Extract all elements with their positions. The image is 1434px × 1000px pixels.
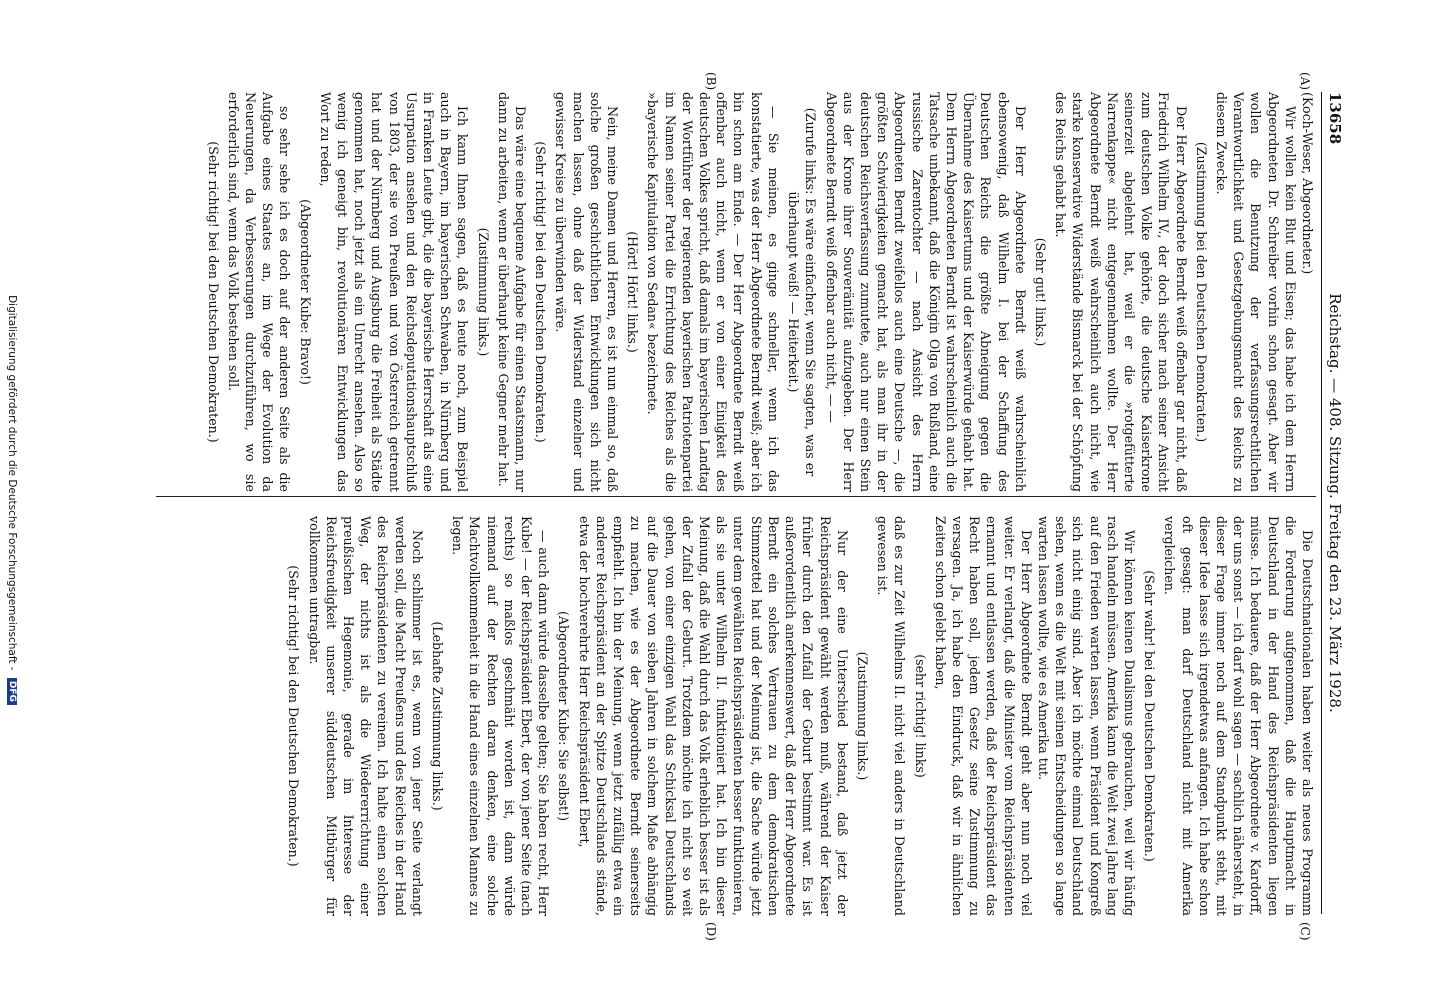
paragraph: Der Herr Abgeordnete Berndt weiß offenbar gar nicht, daß Friedrich Wilhelm IV., der doch sicher nach seiner Ansicht zum deutschen Volke gehörte, die deutsche Kaiserkrone seinerzeit abgelehnt hat, weil er die »rotgefütterte Narrenkappe« nicht entgegennehmen wollte. Der Herr Abgeordnete Berndt weiß wahrscheinlich auch nicht, wie starke konservative Widerstände Bismarck bei der Schöpfung des Reichs gehabt hat. bbox=[1053, 92, 1189, 492]
interjection: (Sehr richtig! bei den Deutschen Demokraten.) bbox=[286, 565, 302, 867]
interjection: (sehr richtig! links) bbox=[912, 654, 928, 778]
column-divider bbox=[156, 496, 1316, 497]
paragraph: so sehr sehe ich es doch auf der anderen Seite als die Aufgabe eines Staates an, im Wege der Evolution da Neuerungen, da Verbesserungen durchzuführen, wo sie erforderlich sind, wenn das Volk bestehen soll. bbox=[225, 92, 293, 492]
paragraph: Wir wollen kein Blut und Eisen; das habe ich dem Herrn Abgeordneten Dr. Schreiber vorhin schon gesagt. Aber wir wollen die Benutzung der verfassungsrechtlichen Verantwortlichkeit und Gesetzgebungsmacht des Reichs zu diesem Zwecke. bbox=[1213, 92, 1298, 492]
paragraph: Noch schlimmer ist es, wenn von jener Seite verlangt werden soll, die Macht Preußens und des Reiches in der Hand des Reichspräsidenten zu vereinen. Ich halte einen solchen Weg, der nichts ist als die Wiedererrichtung einer preußischen Hegemonie, gerade im Interesse der Reichsfreudigkeit unserer süddeutschen Mitbürger für vollkommen untragbar. bbox=[306, 516, 425, 916]
paragraph: Nein, meine Damen und Herren, es ist nun einmal so, daß solche großen geschichtlichen Entwicklungen sich nicht machen lassen, ohne daß der Widerstand einzelner und gewisser Kreise zu überwinden wäre. bbox=[553, 92, 621, 492]
page-number: 13658 bbox=[1326, 92, 1344, 145]
paragraph: — Sie meinen, es ginge schneller, wenn ich das konstatierte, was der Herr Abgeordnete Berndt weiß; aber ich bin schon am Ende. — Der Herr Abgeordnete Berndt weiß offenbar auch nicht, wenn er von einer Einigkeit des deutschen Volkes spricht, daß damals im bayerischen Landtag der Wortführer der regierenden bayerischen Patriotenpartei im Namen seiner Partei die Errichtung des Reiches als die »bayerische Kapitulation von Sedan« bezeichnete. bbox=[645, 92, 781, 492]
paragraph: Das wäre eine bequeme Aufgabe für einen Staatsmann, nur dann zu arbeiten, wenn er überhaupt keine Gegner mehr hat. bbox=[495, 92, 529, 492]
left-column bbox=[201, 92, 1316, 492]
running-title: Reichstag. — 408. Sitzung. Freitag den 23. März 1928. bbox=[1326, 293, 1344, 713]
interjection: (Sehr richtig! bei den Deutschen Demokraten.) bbox=[205, 141, 221, 443]
paragraph: Der Herr Abgeordnete Berndt weiß wahrscheinlich ebensowenig, daß Wilhelm I. bei der Schaffung des Deutschen Reichs die größte Abneigung gegen die Übernahme des Kaisertums und der Kaiserwürde gehabt hat. Dem Herrn Abgeordneten Berndt ist wahrscheinlich auch die Tatsache unbekannt, daß die Königin Olga von Rußland, eine russische Zarentochter — nach Ansicht des Herrn Abgeordneten Berndt zweifellos auch eine Deutsche —, die größten Schwierigkeiten gemacht hat, als man ihr in der deutschen Reichsverfassung zumutete, auch nur einen Stein aus der Krone ihrer Souveränität aufzugeben. Der Herr Abgeordnete Berndt weiß offenbar auch nicht, — — bbox=[823, 92, 1028, 492]
paragraph: daß es zur Zeit Wilhelms II. nicht viel anders in Deutschland gewesen ist. bbox=[875, 516, 908, 916]
paragraph: Der Herr Abgeordnete Berndt geht aber nun noch viel weiter. Er verlangt, daß die Minister vom Reichspräsidenten ernannt und entlassen werden, daß der Reichspräsident das Recht haben soll, jedem Gesetz seine Zustimmung zu versagen. Ja, ich habe den Eindruck, daß wir in ähnlichen Zeiten schon gelebt haben, bbox=[932, 516, 1034, 916]
right-column bbox=[282, 516, 1316, 916]
interjection: (Abgeordneter Kube: Sie selbst!) bbox=[556, 611, 572, 821]
margin-marker-a: (A) bbox=[1298, 72, 1312, 91]
page-header bbox=[1321, 92, 1348, 914]
paragraph: Die Deutschnationalen haben weiter als neues Programm die Forderung aufgenommen, daß die Hauptmacht in Deutschland in der Hand des Reichspräsidenten liegen müsse. Ich bedauere, daß der Herr Abgeordnete v. Kardorff, der uns sonst — ich darf wohl sagen — sachlich nähersteht, in dieser Frage immer noch auf dem Standpunkt steht, mit dieser Idee lasse sich irgendetwas anfangen. Ich habe schon oft gesagt: man darf Deutschland nicht mit Amerika vergleichen. bbox=[1162, 516, 1315, 916]
interjection: (Sehr richtig! bei den Deutschen Demokraten.) bbox=[533, 141, 549, 443]
interjection: (Sehr wahr! bei den Deutschen Demokraten.) bbox=[1142, 570, 1158, 862]
margin-marker-d: (D) bbox=[704, 922, 718, 941]
paragraph: Wir können keinen Dualismus gebrauchen, weil wir häufig rasch handeln müssen. Amerika kann die Welt zwei Jahre lang auf den Frieden warten lassen, wenn Präsident und Kongreß sich nicht einig sind. Aber ich möchte einmal Deutschland sehen, wenn es die Welt mit seinen Entscheidungen so lange warten lassen wollte, wie es Amerika tut. bbox=[1035, 516, 1137, 916]
interjection: (Hört! Hört! links.) bbox=[625, 231, 641, 353]
paragraph: — auch dann würde dasselbe gelten; Sie haben recht, Herr Kube! — der Reichspräsident Ebert, der von jener Seite (nach rechts) so maßlos geschmäht worden ist, dann würde niemand auf der Rechten daran denken, eine solche Machtvollkommenheit in die Hand eines einzelnen Mannes zu legen. bbox=[450, 516, 552, 916]
digitization-footer bbox=[2, 0, 18, 1000]
paragraph: Ich kann Ihnen sagen, daß es heute noch, zum Beispiel auch in Bayern, im bayerischen Schwaben, in Nürnberg und in Franken Leute gibt, die die bayerische Herrschaft als eine Usurpation ansehen und den Reichsdeputationshauptschluß von 1803, der sie von Preußen und von Österreich getrennt hat und der Nürnberg und Augsburg die Freiheit als Städte genommen hat, noch jetzt als ein Unrecht ansehen. Also so wenig ich geneigt bin, revolutionären Entwicklungen das Wort zu reden, bbox=[317, 92, 471, 492]
interjection: (Zurufe links: Es wäre einfacher, wenn Sie sagten, was er überhaupt weiß! — Heiterkeit.) bbox=[786, 107, 819, 477]
margin-marker-c: (C) bbox=[1298, 922, 1312, 941]
interjection: (Zustimmung links.) bbox=[854, 651, 870, 781]
interjection: (Zustimmung bei den Deutschen Demokraten.) bbox=[1193, 141, 1209, 443]
interjection: (Lebhafte Zustimmung links.) bbox=[430, 621, 446, 811]
footer-text: Digitalisierung gefördert durch die Deutsche Forschungsgemeinschaft - bbox=[6, 295, 18, 671]
margin-marker-b: (B) bbox=[704, 72, 718, 91]
interjection: (Sehr gut! links.) bbox=[1032, 237, 1048, 347]
interjection: (Zustimmung links.) bbox=[475, 227, 491, 357]
interjection: (Abgeordneter Kube: Bravo!) bbox=[297, 199, 313, 385]
dfg-logo-icon: DFG bbox=[7, 678, 17, 705]
paragraph: Nur der eine Unterschied bestand, daß jetzt der Reichspräsident gewählt werden muß, während der Kaiser früher durch den Zufall der Geburt bestimmt war. Es ist außerordentlich anerkennenswert, daß der Herr Abgeordnete Berndt ein solches Vertrauen zu dem demokratischen Stimmzettel hat und der Meinung ist, die Sache würde jetzt unter dem gewählten Reichspräsidenten besser funktionieren, als sie unter Wilhelm II. funktioniert hat. Ich bin dieser Meinung, daß die Wahl durch das Volk erheblich besser ist als der Zufall der Geburt. Trotzdem möchte ich nicht so weit gehen, von einer einzigen Wahl das Schicksal Deutschlands auf die Dauer von sieben Jahren in solchem Maße abhängig zu machen, wie es der Abgeordnete Berndt seinerseits empfiehlt. Ich bin der Meinung, wenn jetzt zufällig etwa ein anderer Reichspräsident an der Spitze Deutschlands stände, etwa der hochverehrte Herr Reichspräsident Ebert, bbox=[576, 516, 850, 916]
speaker-line: (Koch-Weser, Abgeordneter.) bbox=[1300, 92, 1315, 275]
